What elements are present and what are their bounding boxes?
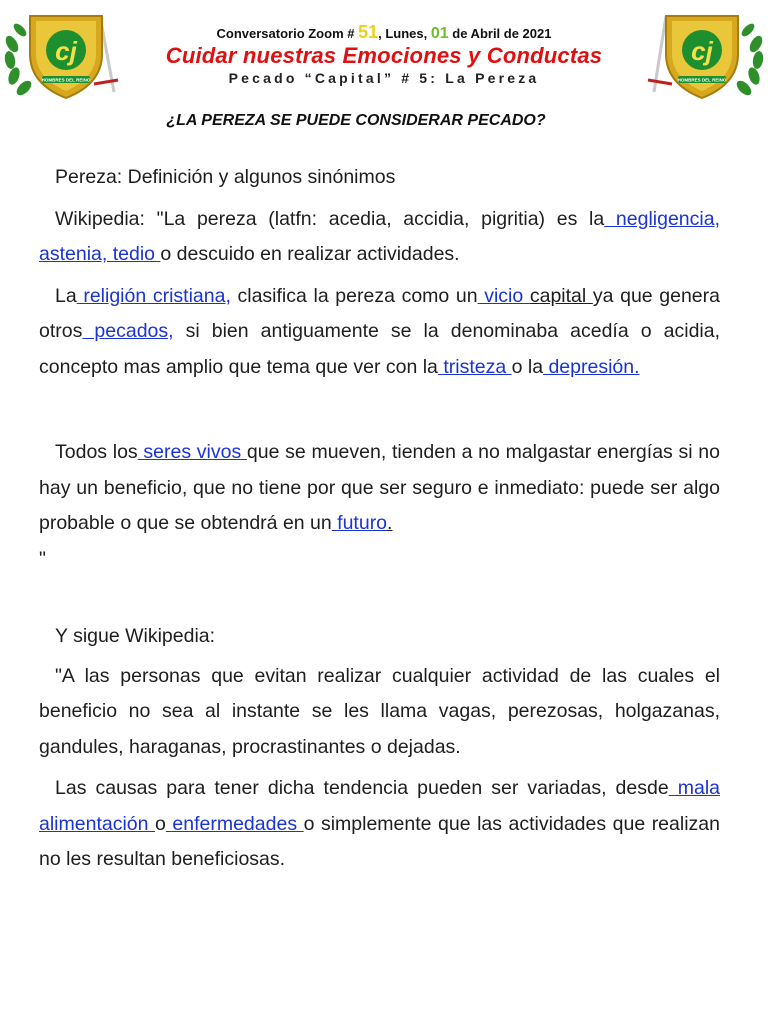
document-header: [0, 0, 768, 110]
link-tristeza[interactable]: tristeza: [437, 355, 512, 378]
paragraph-definition: Pereza: Definición y algunos sinónimos: [55, 166, 396, 188]
conversatorio-line: Conversatorio Zoom # 51, Lunes, 01 de Abril de 2021: [216, 22, 552, 42]
paragraph-seres-vivos: Todos los seres vivos que se mueven, tienden a no malgastar energías si no hay un beneficio, que no tiene por que ser seguro e inmediato: puede ser algo probable o que se obtendrá en un futuro. ": [39, 441, 720, 570]
emblem-caption-right: HOMBRES DEL REINO: [677, 77, 727, 83]
link-negligencia[interactable]: negligencia, astenia, tedio: [39, 207, 720, 265]
document-title: Cuidar nuestras Emociones y Conductas: [165, 43, 603, 68]
paragraph-personas: "A las personas que evitan realizar cualquier actividad de las cuales el beneficio no sea al instante se les llama vagas, perezosas, holgazanas, gandules, haraganas, procrastinantes o dejadas.: [39, 664, 720, 758]
zoom-number: 51: [358, 22, 379, 42]
paragraph-wikipedia-quote: Wikipedia: "La pereza (latfn: acedia, accidia, pigritia) es la negligencia, astenia, tedio o descuido en realizar actividades.: [39, 207, 720, 265]
day-number: 01: [430, 25, 449, 42]
link-depresion[interactable]: depresión.: [543, 355, 640, 378]
svg-text:cj: cj: [691, 36, 713, 66]
link-seres-vivos[interactable]: seres vivos: [137, 441, 247, 463]
shield-emblem-logo: [2, 6, 126, 100]
link-futuro[interactable]: futuro: [331, 512, 388, 534]
document-subtitle: Pecado “Capital” # 5: La Pereza: [228, 70, 540, 86]
shield-emblem-logo-right: [642, 6, 766, 100]
link-vicio[interactable]: vicio: [477, 284, 530, 307]
paragraph-causas: Las causas para tener dicha tendencia pueden ser variadas, desde mala alimentación o enfermedades o simplemente que las actividades que realizan no les resultan beneficiosas.: [39, 777, 720, 870]
svg-text:cj: cj: [55, 36, 77, 66]
section-question: ¿LA PEREZA SE PUEDE CONSIDERAR PECADO?: [166, 112, 546, 129]
paragraph-religion: La religión cristiana, clasifica la pereza como un vicio capital ya que genera otros pecados, si bien antiguamente se la denominaba acedía o acidia, concepto mas amplio que tema que ver con la tristeza o la depresión.: [39, 284, 721, 378]
link-religion-cristiana[interactable]: religión cristiana,: [76, 284, 231, 307]
link-pecados[interactable]: pecados,: [82, 320, 174, 342]
document-body: [39, 160, 720, 878]
emblem-caption: HOMBRES DEL REINO: [41, 77, 91, 83]
link-mala-alimentacion[interactable]: mala alimentación: [39, 777, 720, 835]
closing-quote: ": [39, 547, 46, 570]
underlined-capital: capital: [529, 284, 593, 307]
link-enfermedades[interactable]: enfermedades: [165, 812, 304, 835]
paragraph-sigue-wikipedia: Y sigue Wikipedia:: [55, 625, 216, 647]
